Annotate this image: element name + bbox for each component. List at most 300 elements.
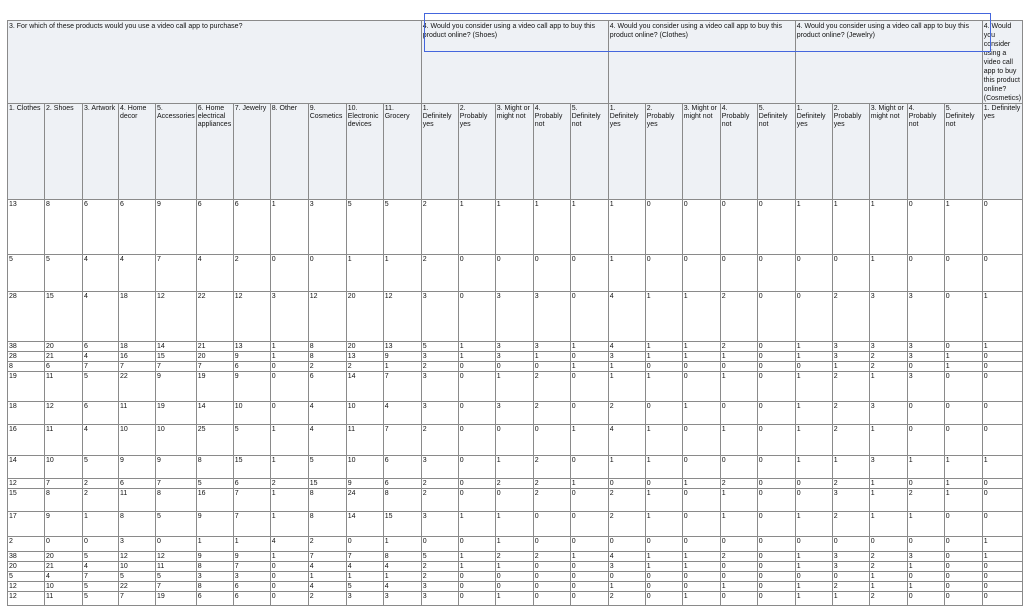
cell[interactable]: 0 (907, 425, 944, 456)
cell[interactable]: 4 (308, 582, 346, 592)
cell[interactable]: 8 (383, 552, 421, 562)
cell[interactable]: 0 (757, 537, 795, 552)
cell[interactable]: 0 (982, 479, 1022, 489)
cell[interactable]: 6 (233, 592, 270, 606)
question-4-header[interactable]: 4. Would you consider using a video call app to buy this product online? (Shoes) (421, 21, 608, 104)
cell[interactable]: 0 (982, 592, 1022, 606)
cell[interactable]: 0 (570, 352, 608, 362)
cell[interactable]: 12 (8, 479, 45, 489)
column-header[interactable]: 4. Probably not (533, 104, 570, 200)
cell[interactable]: 3 (832, 562, 869, 572)
cell[interactable]: 1 (608, 456, 645, 479)
cell[interactable]: 0 (533, 582, 570, 592)
cell[interactable]: 3 (495, 292, 533, 342)
cell[interactable]: 1 (982, 552, 1022, 562)
cell[interactable]: 1 (682, 479, 720, 489)
cell[interactable]: 1 (570, 552, 608, 562)
cell[interactable]: 8 (196, 456, 233, 479)
cell[interactable]: 1 (795, 562, 832, 572)
cell[interactable]: 8 (308, 352, 346, 362)
cell[interactable]: 7 (156, 255, 197, 292)
cell[interactable]: 0 (757, 362, 795, 372)
cell[interactable]: 1 (720, 512, 757, 537)
cell[interactable]: 20 (45, 552, 83, 562)
cell[interactable]: 2 (907, 489, 944, 512)
cell[interactable]: 1 (982, 292, 1022, 342)
cell[interactable]: 0 (757, 592, 795, 606)
cell[interactable]: 0 (944, 572, 982, 582)
cell[interactable]: 0 (944, 592, 982, 606)
cell[interactable]: 1 (869, 489, 907, 512)
cell[interactable]: 4 (308, 425, 346, 456)
cell[interactable]: 0 (720, 592, 757, 606)
question-3-header[interactable]: 3. For which of these products would you use a video call app to purchase? (8, 21, 422, 104)
cell[interactable]: 13 (346, 352, 383, 362)
cell[interactable]: 1 (608, 200, 645, 255)
cell[interactable]: 1 (645, 372, 682, 402)
cell[interactable]: 4 (608, 342, 645, 352)
cell[interactable]: 0 (570, 572, 608, 582)
cell[interactable]: 12 (156, 292, 197, 342)
cell[interactable]: 2 (832, 292, 869, 342)
cell[interactable]: 1 (645, 562, 682, 572)
cell[interactable]: 1 (720, 425, 757, 456)
cell[interactable]: 15 (8, 489, 45, 512)
cell[interactable]: 2 (720, 292, 757, 342)
cell[interactable]: 12 (8, 582, 45, 592)
cell[interactable]: 0 (907, 537, 944, 552)
column-header[interactable]: 1. Definitely yes (795, 104, 832, 200)
cell[interactable]: 5 (83, 592, 119, 606)
column-header[interactable]: 1. Definitely yes (608, 104, 645, 200)
cell[interactable]: 1 (907, 456, 944, 479)
cell[interactable]: 17 (8, 512, 45, 537)
cell[interactable]: 3 (869, 342, 907, 352)
cell[interactable]: 0 (645, 582, 682, 592)
cell[interactable]: 9 (383, 352, 421, 362)
cell[interactable]: 0 (982, 425, 1022, 456)
cell[interactable]: 1 (907, 582, 944, 592)
cell[interactable]: 5 (346, 582, 383, 592)
cell[interactable]: 0 (608, 537, 645, 552)
cell[interactable]: 4 (196, 255, 233, 292)
cell[interactable]: 9 (233, 372, 270, 402)
cell[interactable]: 6 (45, 362, 83, 372)
cell[interactable]: 3 (608, 352, 645, 362)
cell[interactable]: 1 (645, 425, 682, 456)
cell[interactable]: 5 (156, 572, 197, 582)
cell[interactable]: 1 (869, 255, 907, 292)
cell[interactable]: 1 (944, 456, 982, 479)
cell[interactable]: 1 (570, 342, 608, 352)
cell[interactable]: 0 (495, 572, 533, 582)
cell[interactable]: 7 (383, 372, 421, 402)
cell[interactable]: 0 (270, 402, 308, 425)
cell[interactable]: 21 (196, 342, 233, 352)
cell[interactable]: 20 (346, 292, 383, 342)
cell[interactable]: 0 (982, 352, 1022, 362)
question-4-header[interactable]: 4. Would you consider using a video call app to buy this product online? (Jewelry) (795, 21, 982, 104)
cell[interactable]: 10 (119, 562, 156, 572)
cell[interactable]: 1 (869, 582, 907, 592)
cell[interactable]: 1 (570, 425, 608, 456)
cell[interactable]: 6 (308, 372, 346, 402)
cell[interactable]: 0 (907, 572, 944, 582)
cell[interactable]: 13 (383, 342, 421, 352)
column-header[interactable]: 5. Accessories (156, 104, 197, 200)
cell[interactable]: 1 (907, 512, 944, 537)
cell[interactable]: 3 (832, 342, 869, 352)
cell[interactable]: 8 (196, 582, 233, 592)
cell[interactable]: 4 (83, 562, 119, 572)
cell[interactable]: 5 (83, 582, 119, 592)
cell[interactable]: 0 (682, 582, 720, 592)
cell[interactable]: 2 (869, 552, 907, 562)
cell[interactable]: 4 (608, 552, 645, 562)
cell[interactable]: 9 (156, 372, 197, 402)
cell[interactable]: 1 (720, 352, 757, 362)
cell[interactable]: 18 (119, 292, 156, 342)
cell[interactable]: 11 (45, 372, 83, 402)
cell[interactable]: 0 (982, 489, 1022, 512)
cell[interactable]: 0 (608, 479, 645, 489)
cell[interactable]: 3 (832, 489, 869, 512)
cell[interactable]: 0 (570, 582, 608, 592)
cell[interactable]: 4 (83, 425, 119, 456)
cell[interactable]: 0 (495, 582, 533, 592)
cell[interactable]: 0 (682, 537, 720, 552)
cell[interactable]: 1 (645, 489, 682, 512)
cell[interactable]: 13 (233, 342, 270, 352)
cell[interactable]: 0 (458, 402, 495, 425)
cell[interactable]: 6 (83, 200, 119, 255)
cell[interactable]: 0 (757, 479, 795, 489)
cell[interactable]: 1 (682, 592, 720, 606)
cell[interactable]: 1 (645, 456, 682, 479)
cell[interactable]: 1 (869, 372, 907, 402)
cell[interactable]: 7 (233, 489, 270, 512)
cell[interactable]: 0 (570, 592, 608, 606)
cell[interactable]: 1 (383, 537, 421, 552)
cell[interactable]: 0 (458, 425, 495, 456)
cell[interactable]: 1 (383, 362, 421, 372)
cell[interactable]: 1 (270, 456, 308, 479)
cell[interactable]: 0 (757, 352, 795, 362)
cell[interactable]: 0 (982, 512, 1022, 537)
cell[interactable]: 2 (233, 255, 270, 292)
cell[interactable]: 2 (83, 479, 119, 489)
cell[interactable]: 2 (869, 362, 907, 372)
cell[interactable]: 3 (832, 352, 869, 362)
cell[interactable]: 6 (383, 479, 421, 489)
cell[interactable]: 2 (421, 562, 458, 572)
cell[interactable]: 0 (944, 552, 982, 562)
cell[interactable]: 1 (645, 292, 682, 342)
column-header[interactable]: 11. Grocery (383, 104, 421, 200)
cell[interactable]: 1 (645, 512, 682, 537)
cell[interactable]: 0 (645, 592, 682, 606)
cell[interactable]: 2 (421, 200, 458, 255)
column-header[interactable]: 1. Clothes (8, 104, 45, 200)
cell[interactable]: 6 (233, 362, 270, 372)
column-header[interactable]: 2. Probably yes (458, 104, 495, 200)
cell[interactable]: 0 (795, 489, 832, 512)
cell[interactable]: 1 (608, 372, 645, 402)
cell[interactable]: 0 (458, 255, 495, 292)
cell[interactable]: 0 (645, 402, 682, 425)
cell[interactable]: 1 (720, 489, 757, 512)
cell[interactable]: 3 (832, 552, 869, 562)
cell[interactable]: 8 (196, 562, 233, 572)
cell[interactable]: 19 (196, 372, 233, 402)
cell[interactable]: 0 (682, 512, 720, 537)
cell[interactable]: 0 (458, 292, 495, 342)
cell[interactable]: 0 (944, 342, 982, 352)
cell[interactable]: 10 (233, 402, 270, 425)
cell[interactable]: 7 (156, 479, 197, 489)
cell[interactable]: 12 (308, 292, 346, 342)
cell[interactable]: 2 (720, 342, 757, 352)
cell[interactable]: 1 (458, 200, 495, 255)
cell[interactable]: 0 (944, 292, 982, 342)
cell[interactable]: 0 (944, 372, 982, 402)
cell[interactable]: 10 (156, 425, 197, 456)
cell[interactable]: 8 (119, 512, 156, 537)
cell[interactable]: 38 (8, 342, 45, 352)
cell[interactable]: 0 (795, 255, 832, 292)
cell[interactable]: 0 (156, 537, 197, 552)
cell[interactable]: 2 (832, 372, 869, 402)
cell[interactable]: 2 (720, 552, 757, 562)
cell[interactable]: 0 (982, 562, 1022, 572)
cell[interactable]: 0 (795, 479, 832, 489)
cell[interactable]: 2 (832, 582, 869, 592)
cell[interactable]: 2 (533, 402, 570, 425)
cell[interactable]: 0 (720, 200, 757, 255)
cell[interactable]: 1 (795, 456, 832, 479)
column-header[interactable]: 1. Definitely yes (421, 104, 458, 200)
cell[interactable]: 2 (608, 592, 645, 606)
cell[interactable]: 0 (682, 362, 720, 372)
cell[interactable]: 0 (83, 537, 119, 552)
cell[interactable]: 1 (308, 572, 346, 582)
cell[interactable]: 0 (757, 292, 795, 342)
cell[interactable]: 0 (570, 292, 608, 342)
column-header[interactable]: 4. Home decor (119, 104, 156, 200)
cell[interactable]: 1 (682, 342, 720, 352)
cell[interactable]: 8 (383, 489, 421, 512)
cell[interactable]: 3 (421, 582, 458, 592)
cell[interactable]: 12 (8, 592, 45, 606)
cell[interactable]: 5 (119, 572, 156, 582)
cell[interactable]: 0 (907, 592, 944, 606)
cell[interactable]: 3 (907, 372, 944, 402)
cell[interactable]: 3 (608, 562, 645, 572)
cell[interactable]: 0 (944, 512, 982, 537)
cell[interactable]: 1 (907, 562, 944, 572)
cell[interactable]: 11 (119, 489, 156, 512)
column-header[interactable]: 8. Other (270, 104, 308, 200)
cell[interactable]: 7 (119, 592, 156, 606)
cell[interactable]: 2 (533, 456, 570, 479)
cell[interactable]: 20 (196, 352, 233, 362)
column-header[interactable]: 2. Probably yes (645, 104, 682, 200)
cell[interactable]: 3 (869, 456, 907, 479)
cell[interactable]: 4 (270, 537, 308, 552)
cell[interactable]: 20 (346, 342, 383, 352)
cell[interactable]: 1 (795, 582, 832, 592)
cell[interactable]: 5 (8, 255, 45, 292)
cell[interactable]: 0 (458, 362, 495, 372)
cell[interactable]: 1 (682, 292, 720, 342)
cell[interactable]: 7 (119, 362, 156, 372)
cell[interactable]: 0 (757, 255, 795, 292)
column-header[interactable]: 4. Probably not (720, 104, 757, 200)
cell[interactable]: 2 (495, 479, 533, 489)
cell[interactable]: 9 (119, 456, 156, 479)
cell[interactable]: 11 (45, 592, 83, 606)
cell[interactable]: 1 (795, 352, 832, 362)
column-header[interactable]: 3. Might or might not (869, 104, 907, 200)
cell[interactable]: 38 (8, 552, 45, 562)
cell[interactable]: 0 (869, 537, 907, 552)
cell[interactable]: 10 (346, 402, 383, 425)
cell[interactable]: 1 (682, 552, 720, 562)
cell[interactable]: 6 (233, 582, 270, 592)
cell[interactable]: 0 (346, 537, 383, 552)
cell[interactable]: 21 (45, 562, 83, 572)
cell[interactable]: 6 (196, 592, 233, 606)
cell[interactable]: 0 (757, 342, 795, 352)
cell[interactable]: 0 (533, 562, 570, 572)
cell[interactable]: 8 (45, 200, 83, 255)
cell[interactable]: 0 (570, 562, 608, 572)
cell[interactable]: 1 (495, 592, 533, 606)
column-header[interactable]: 10. Electronic devices (346, 104, 383, 200)
cell[interactable]: 0 (795, 292, 832, 342)
cell[interactable]: 1 (869, 512, 907, 537)
cell[interactable]: 0 (682, 372, 720, 402)
cell[interactable]: 0 (795, 572, 832, 582)
cell[interactable]: 0 (682, 425, 720, 456)
cell[interactable]: 6 (83, 402, 119, 425)
cell[interactable]: 1 (270, 352, 308, 362)
cell[interactable]: 1 (533, 200, 570, 255)
cell[interactable]: 1 (383, 572, 421, 582)
cell[interactable]: 0 (458, 489, 495, 512)
cell[interactable]: 2 (869, 562, 907, 572)
cell[interactable]: 1 (383, 255, 421, 292)
cell[interactable]: 1 (608, 582, 645, 592)
cell[interactable]: 5 (421, 342, 458, 352)
cell[interactable]: 0 (757, 582, 795, 592)
cell[interactable]: 0 (757, 552, 795, 562)
cell[interactable]: 1 (944, 489, 982, 512)
cell[interactable]: 3 (495, 342, 533, 352)
column-header[interactable]: 5. Definitely not (570, 104, 608, 200)
cell[interactable]: 0 (832, 572, 869, 582)
cell[interactable]: 0 (944, 402, 982, 425)
cell[interactable]: 12 (233, 292, 270, 342)
cell[interactable]: 0 (757, 572, 795, 582)
cell[interactable]: 5 (308, 456, 346, 479)
cell[interactable]: 1 (458, 552, 495, 562)
cell[interactable]: 6 (119, 200, 156, 255)
cell[interactable]: 7 (83, 572, 119, 582)
cell[interactable]: 1 (270, 512, 308, 537)
cell[interactable]: 10 (45, 582, 83, 592)
cell[interactable]: 4 (83, 255, 119, 292)
column-header[interactable]: 2. Shoes (45, 104, 83, 200)
cell[interactable]: 2 (832, 425, 869, 456)
cell[interactable]: 3 (383, 592, 421, 606)
cell[interactable]: 1 (795, 552, 832, 562)
cell[interactable]: 1 (682, 402, 720, 425)
cell[interactable]: 1 (944, 362, 982, 372)
cell[interactable]: 1 (495, 512, 533, 537)
cell[interactable]: 9 (196, 512, 233, 537)
cell[interactable]: 0 (982, 402, 1022, 425)
cell[interactable]: 4 (308, 402, 346, 425)
cell[interactable]: 4 (383, 582, 421, 592)
cell[interactable]: 5 (8, 572, 45, 582)
cell[interactable]: 4 (383, 402, 421, 425)
cell[interactable]: 0 (533, 255, 570, 292)
cell[interactable]: 8 (308, 342, 346, 352)
cell[interactable]: 0 (495, 425, 533, 456)
cell[interactable]: 1 (346, 255, 383, 292)
cell[interactable]: 1 (270, 425, 308, 456)
cell[interactable]: 7 (45, 479, 83, 489)
cell[interactable]: 2 (346, 362, 383, 372)
cell[interactable]: 3 (421, 292, 458, 342)
cell[interactable]: 0 (682, 572, 720, 582)
cell[interactable]: 1 (795, 592, 832, 606)
cell[interactable]: 0 (720, 255, 757, 292)
cell[interactable]: 9 (346, 479, 383, 489)
cell[interactable]: 5 (83, 456, 119, 479)
cell[interactable]: 1 (570, 479, 608, 489)
cell[interactable]: 12 (119, 552, 156, 562)
cell[interactable]: 4 (383, 562, 421, 572)
cell[interactable]: 0 (458, 479, 495, 489)
cell[interactable]: 6 (119, 479, 156, 489)
cell[interactable]: 3 (907, 352, 944, 362)
cell[interactable]: 0 (757, 200, 795, 255)
cell[interactable]: 7 (308, 552, 346, 562)
cell[interactable]: 0 (982, 582, 1022, 592)
cell[interactable]: 3 (907, 292, 944, 342)
cell[interactable]: 0 (944, 425, 982, 456)
cell[interactable]: 0 (308, 255, 346, 292)
cell[interactable]: 0 (757, 512, 795, 537)
cell[interactable]: 3 (421, 592, 458, 606)
cell[interactable]: 0 (682, 200, 720, 255)
cell[interactable]: 1 (645, 552, 682, 562)
cell[interactable]: 0 (570, 512, 608, 537)
cell[interactable]: 0 (570, 372, 608, 402)
cell[interactable]: 0 (495, 255, 533, 292)
cell[interactable]: 11 (156, 562, 197, 572)
cell[interactable]: 0 (421, 537, 458, 552)
cell[interactable]: 1 (795, 425, 832, 456)
cell[interactable]: 1 (795, 512, 832, 537)
cell[interactable]: 0 (458, 572, 495, 582)
cell[interactable]: 1 (832, 456, 869, 479)
cell[interactable]: 1 (832, 362, 869, 372)
cell[interactable]: 0 (757, 425, 795, 456)
cell[interactable]: 1 (458, 342, 495, 352)
